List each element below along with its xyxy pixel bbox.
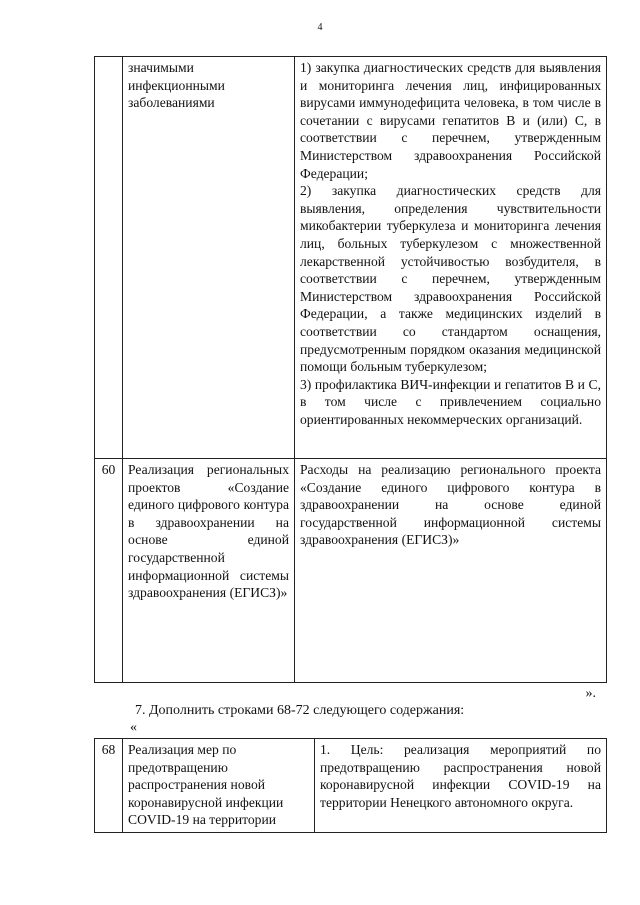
detail-item: 1) закупка диагностических средств для выявления и мониторинга лечения лиц, инфицированных вирусами иммунодефицита человека, в том числе в сочетании с вирусами гепатитов B и (или) C, в соответствии с перечнем, утвержденным Министерством здравоохранения Российской Федерации; (300, 60, 601, 181)
row-details (315, 739, 607, 833)
expense-table-continued (94, 56, 607, 683)
row-name: Реализация мер по предотвращению распространения новой коронавирусной инфекции COVID-19 на территории (123, 739, 315, 833)
closing-quote: ». (585, 686, 596, 701)
opening-quote: « (130, 720, 137, 735)
row-details (295, 459, 607, 683)
row-number (95, 57, 123, 459)
row-name: Реализация региональных проектов «Создание единого цифрового контура в здравоохранении на основе единой государственной информационной системы здравоохранения (ЕГИСЗ)» (123, 459, 295, 683)
detail-item: 2) закупка диагностических средств для выявления, определения чувствительности микобактерии туберкулеза и мониторинга лечения лиц, больных туберкулезом с множественной лекарственной устойчивостью возбудителя, в соответствии с перечнем, утвержденным Министерством здравоохранения Российской Федерации, а также медицинских изделий в соответствии со стандартом оснащения, предусмотренным порядком оказания медицинской помощи больным туберкулезом; (300, 183, 601, 375)
detail-item: Расходы на реализацию регионального проекта «Создание единого цифрового контура в здравоохранении на основе единой государственной информационной системы здравоохранения (ЕГИСЗ)» (300, 462, 601, 548)
table-row (95, 739, 607, 833)
row-number: 60 (95, 459, 123, 683)
table-row (95, 57, 607, 459)
page-number: 4 (317, 22, 323, 33)
detail-item: 3) профилактика ВИЧ-инфекции и гепатитов B и C, в том числе с привлечением социально ориентированных некоммерческих организаций. (300, 376, 601, 427)
row-number: 68 (95, 739, 123, 833)
row-details (295, 57, 607, 459)
amendment-instruction: 7. Дополнить строками 68-72 следующего содержания: (135, 703, 465, 718)
new-rows-table (94, 738, 607, 833)
detail-item: 1. Цель: реализация мероприятий по предотвращению распространения новой коронавирусной инфекции COVID-19 на территории Ненецкого автономного округа. (320, 742, 601, 810)
table-row (95, 459, 607, 683)
row-name: значимыми инфекционными заболеваниями (123, 57, 295, 459)
